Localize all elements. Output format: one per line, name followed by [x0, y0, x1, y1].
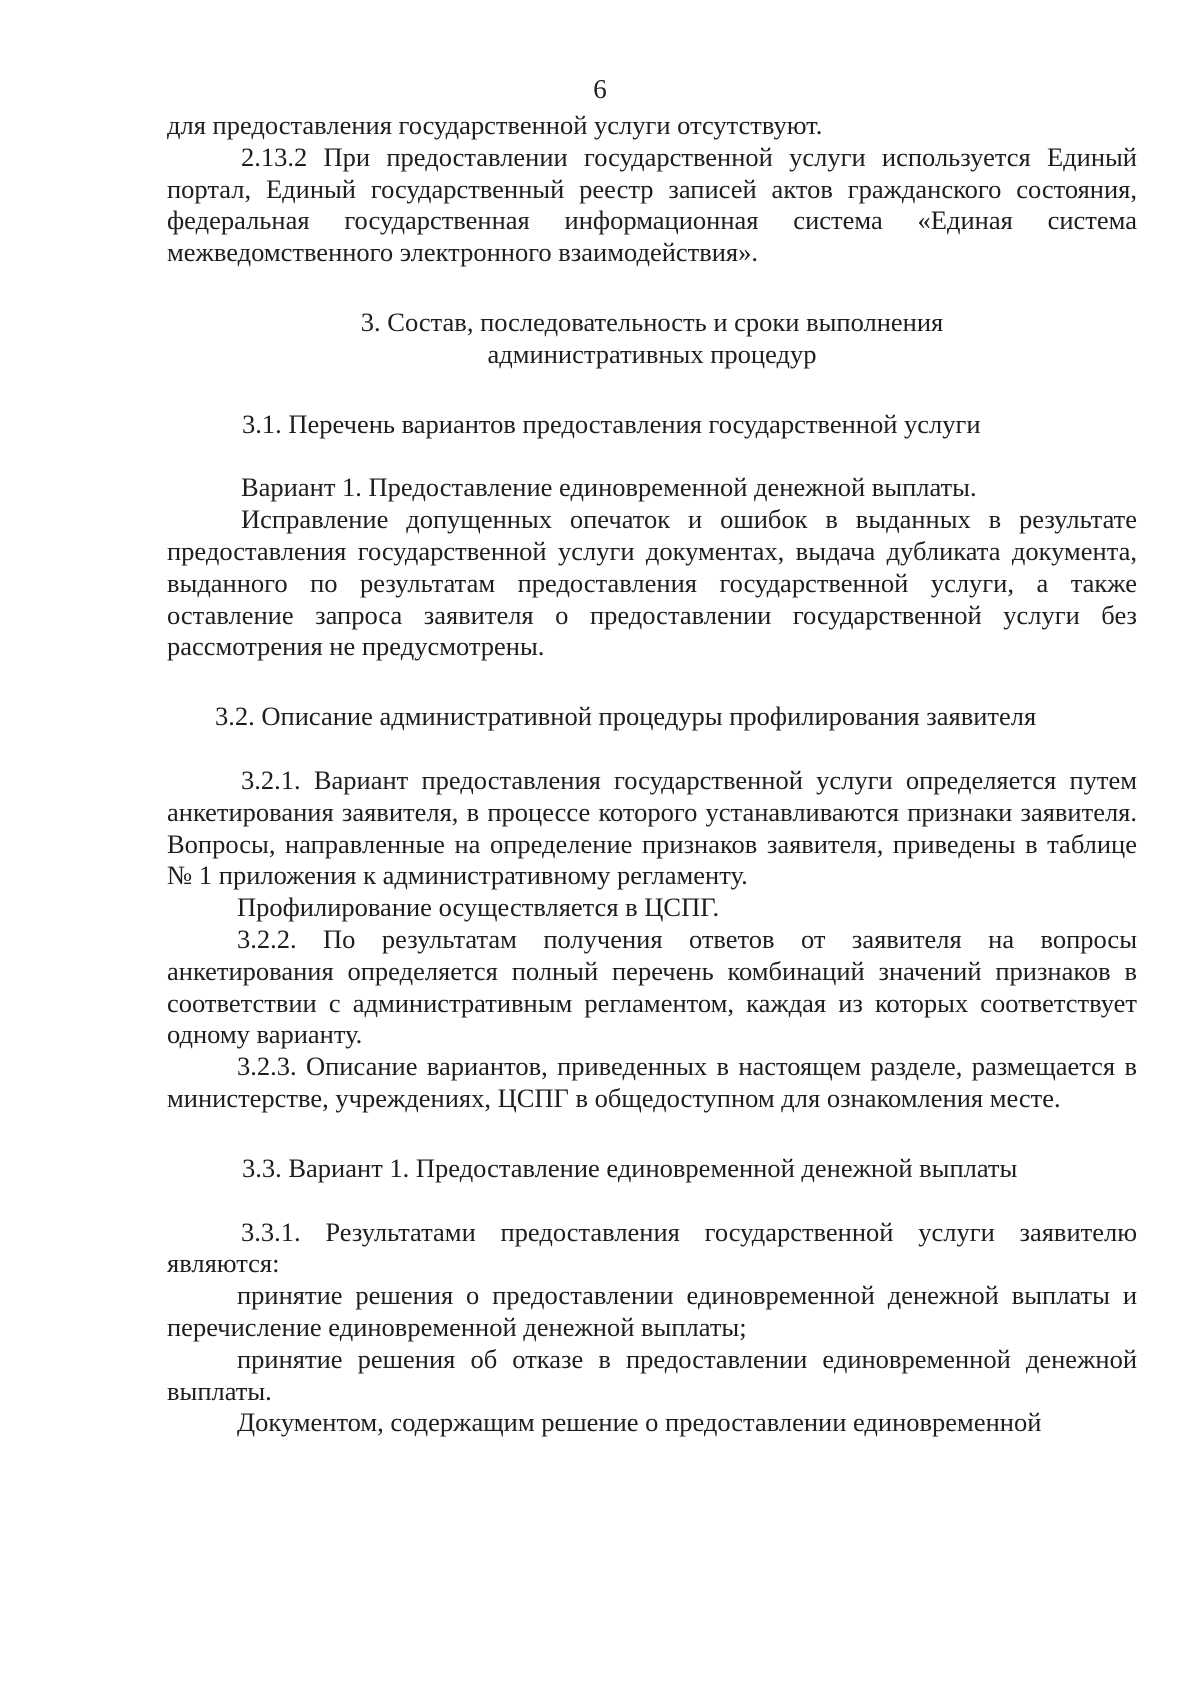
section-3-heading	[167, 307, 1137, 371]
paragraph-2-13-2: 2.13.2 При предоставлении государственной услуги используется Единый портал, Единый государственный реестр записей актов гражданского состояния, федеральная государственная информационная система «Единая система межведомственного электронного взаимодействия».	[167, 141, 1137, 268]
paragraph-3-2-3: 3.2.3. Описание вариантов, приведенных в настоящем разделе, размещается в министерстве, учреждениях, ЦСПГ в общедоступном для ознакомления месте.	[167, 1051, 1137, 1113]
paragraph-variant-1: Вариант 1. Предоставление единовременной денежной выплаты.	[241, 472, 977, 503]
section-3-2-heading: 3.2. Описание административной процедуры профилирования заявителя	[215, 701, 1037, 732]
paragraph-continuation: для предоставления государственной услуги отсутствуют.	[167, 110, 823, 140]
section-3-heading-line-2: административных процедур	[487, 338, 817, 369]
section-3-3-heading: 3.3. Вариант 1. Предоставление единовременной денежной выплаты	[242, 1152, 1018, 1183]
section-3-heading-line-1: 3. Состав, последовательность и сроки выполнения	[360, 306, 944, 337]
paragraph-3-2-1: 3.2.1. Вариант предоставления государственной услуги определяется путем анкетирования заявителя, в процессе которого устанавливаются признаки заявителя. Вопросы, направленные на определение признаков заявителя, приведены в таблице № 1 приложения к административному регламенту.	[167, 764, 1137, 891]
paragraph-document-decision: Документом, содержащим решение о предоставлении единовременной	[237, 1407, 1042, 1438]
section-3-1-heading: 3.1. Перечень вариантов предоставления государственной услуги	[242, 408, 981, 439]
paragraph-profiling: Профилирование осуществляется в ЦСПГ.	[237, 892, 720, 923]
page-content	[167, 110, 1137, 1439]
paragraph-3-2-2: 3.2.2. По результатам получения ответов от заявителя на вопросы анкетирования определяется полный перечень комбинаций значений признаков в соответствии с административным регламентом, каждая из которых соответствует одному варианту.	[167, 923, 1137, 1050]
paragraph-decision-refusal: принятие решения об отказе в предоставлении единовременной денежной выплаты.	[167, 1343, 1137, 1406]
paragraph-3-3-1: 3.3.1. Результатами предоставления государственной услуги заявителю являются:	[167, 1216, 1137, 1279]
page-number: 6	[593, 74, 607, 104]
paragraph-decision-grant: принятие решения о предоставлении единовременной денежной выплаты и перечисление единовременной денежной выплаты;	[167, 1280, 1137, 1342]
paragraph-corrections: Исправление допущенных опечаток и ошибок в выданных в результате предоставления государственной услуги документах, выдача дубликата документа, выданного по результатам предоставления государственной услуги, а также оставление запроса заявителя о предоставлении государственной услуги без рассмотрения не предусмотрены.	[167, 504, 1137, 662]
